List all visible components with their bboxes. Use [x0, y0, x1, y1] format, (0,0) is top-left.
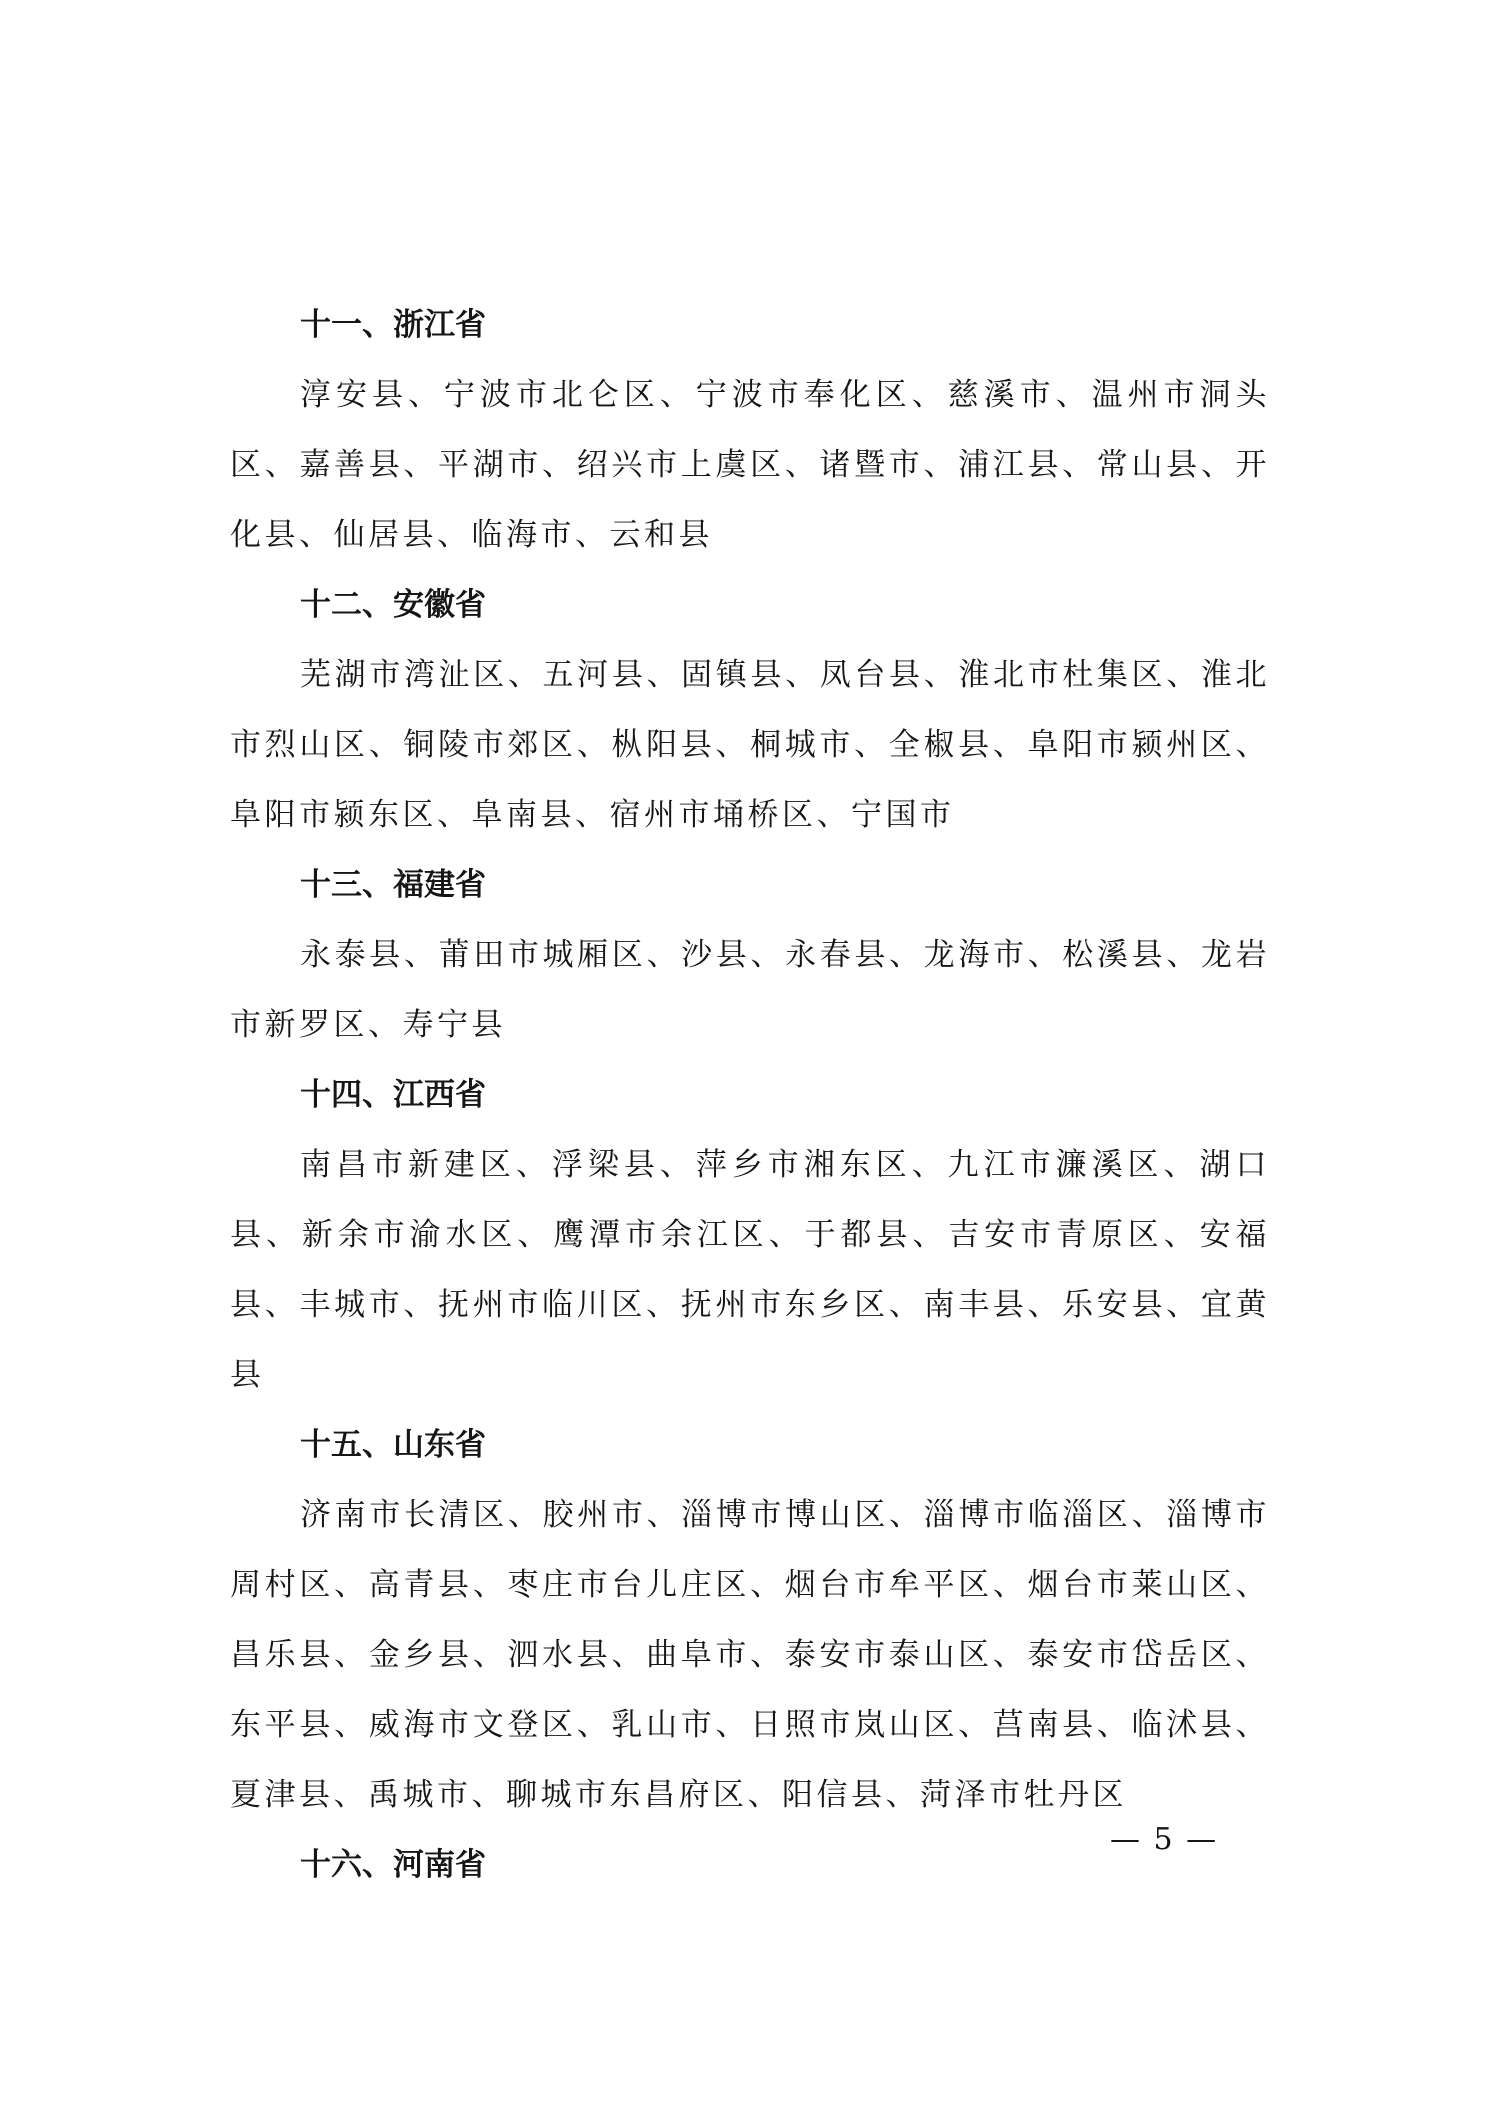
section-heading: 十六、河南省 — [300, 1847, 486, 1883]
section-shandong — [230, 1410, 1270, 1830]
section-body: 芜湖市湾沚区、五河县、固镇县、凤台县、淮北市杜集区、淮北市烈山区、铜陵市郊区、枞阳县、桐城市、全椒县、阜阳市颍州区、阜阳市颍东区、阜南县、宿州市埇桥区、宁国市 — [230, 657, 1270, 833]
page-number: — 5 — — [1110, 1822, 1219, 1857]
county-list — [230, 290, 1270, 1900]
section-body: 南昌市新建区、浮梁县、萍乡市湘东区、九江市濂溪区、湖口县、新余市渝水区、鹰潭市余江区、于都县、吉安市青原区、安福县、丰城市、抚州市临川区、抚州市东乡区、南丰县、乐安县、宜黄县 — [230, 1147, 1270, 1393]
section-heading: 十四、江西省 — [300, 1077, 486, 1113]
section-zhejiang — [230, 290, 1270, 570]
section-heading: 十一、浙江省 — [300, 307, 486, 343]
section-body: 永泰县、莆田市城厢区、沙县、永春县、龙海市、松溪县、龙岩市新罗区、寿宁县 — [230, 937, 1270, 1043]
section-heading: 十五、山东省 — [300, 1427, 486, 1463]
section-fujian — [230, 850, 1270, 1060]
section-anhui — [230, 570, 1270, 850]
section-heading: 十三、福建省 — [300, 867, 486, 903]
section-heading: 十二、安徽省 — [300, 587, 486, 623]
section-body: 淳安县、宁波市北仑区、宁波市奉化区、慈溪市、温州市洞头区、嘉善县、平湖市、绍兴市上虞区、诸暨市、浦江县、常山县、开化县、仙居县、临海市、云和县 — [230, 377, 1270, 553]
section-jiangxi — [230, 1060, 1270, 1410]
section-body: 济南市长清区、胶州市、淄博市博山区、淄博市临淄区、淄博市周村区、高青县、枣庄市台儿庄区、烟台市牟平区、烟台市莱山区、昌乐县、金乡县、泗水县、曲阜市、泰安市泰山区、泰安市岱岳区、东平县、威海市文登区、乳山市、日照市岚山区、莒南县、临沭县、夏津县、禹城市、聊城市东昌府区、阳信县、菏泽市牡丹区 — [230, 1497, 1270, 1813]
